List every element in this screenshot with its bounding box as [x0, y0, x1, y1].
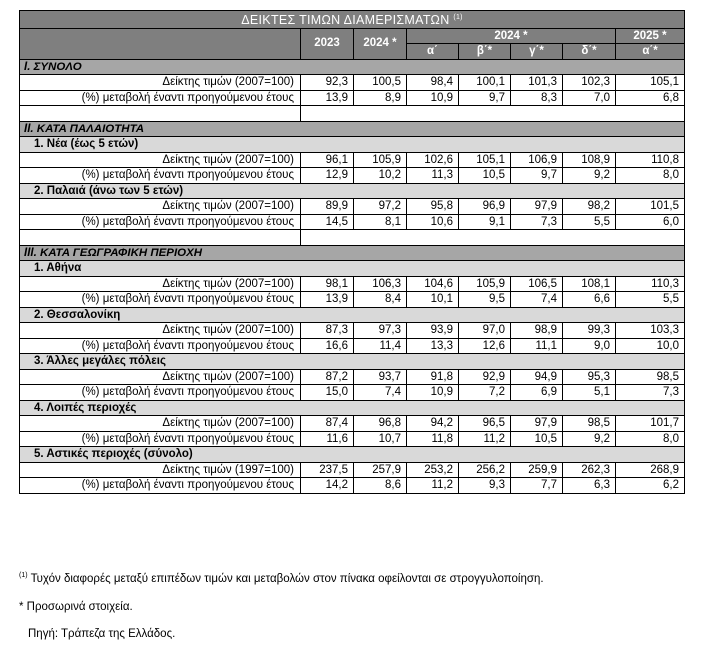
- group-title: 2. Θεσσαλονίκη: [20, 307, 685, 323]
- header-blank: [20, 28, 301, 59]
- cell-value: 253,2: [407, 462, 459, 478]
- cell-value: 10,9: [407, 385, 459, 401]
- cell-value: 7,3: [511, 214, 563, 230]
- cell-value: 97,0: [459, 323, 511, 339]
- spacer-row: [20, 106, 685, 122]
- row-label: (%) μεταβολή έναντι προηγούμενου έτους: [20, 338, 301, 354]
- cell-value: 9,5: [459, 292, 511, 308]
- cell-value: 259,9: [511, 462, 563, 478]
- table-row: [20, 152, 685, 168]
- cell-value: 10,1: [407, 292, 459, 308]
- cell-value: 108,1: [563, 276, 616, 292]
- cell-value: 97,9: [511, 199, 563, 215]
- cell-value: 13,9: [301, 90, 354, 106]
- cell-value: 96,8: [354, 416, 407, 432]
- cell-value: 11,2: [459, 431, 511, 447]
- cell-value: 100,1: [459, 75, 511, 91]
- cell-value: 108,9: [563, 152, 616, 168]
- cell-value: 95,8: [407, 199, 459, 215]
- table-row: [20, 168, 685, 184]
- cell-value: 6,2: [616, 478, 685, 494]
- cell-value: 7,2: [459, 385, 511, 401]
- cell-value: 5,5: [616, 292, 685, 308]
- cell-value: 102,3: [563, 75, 616, 91]
- group-header: [20, 183, 685, 199]
- section-header: [20, 245, 685, 261]
- cell-value: 91,8: [407, 369, 459, 385]
- cell-value: 6,8: [616, 90, 685, 106]
- cell-value: 93,7: [354, 369, 407, 385]
- cell-value: 105,9: [459, 276, 511, 292]
- cell-value: 11,4: [354, 338, 407, 354]
- cell-value: 100,5: [354, 75, 407, 91]
- cell-value: 12,9: [301, 168, 354, 184]
- cell-value: 257,9: [354, 462, 407, 478]
- header-q2-2024: β΄*: [459, 44, 511, 60]
- cell-value: 262,3: [563, 462, 616, 478]
- source-note: Πηγή: Τράπεζα της Ελλάδος.: [28, 628, 176, 640]
- table-row: [20, 338, 685, 354]
- cell-value: 8,0: [616, 168, 685, 184]
- group-title: 4. Λοιπές περιοχές: [20, 400, 685, 416]
- group-header: [20, 354, 685, 370]
- header-2023: 2023: [301, 28, 354, 59]
- section-title: II. ΚΑΤΑ ΠΑΛΑΙΟΤΗΤΑ: [20, 121, 685, 137]
- cell-value: 5,1: [563, 385, 616, 401]
- cell-value: 96,5: [459, 416, 511, 432]
- cell-value: 6,0: [616, 214, 685, 230]
- table-row: [20, 214, 685, 230]
- cell-value: 99,3: [563, 323, 616, 339]
- row-label: (%) μεταβολή έναντι προηγούμενου έτους: [20, 214, 301, 230]
- table-row: [20, 416, 685, 432]
- table-row: [20, 199, 685, 215]
- cell-value: 10,5: [511, 431, 563, 447]
- row-label: (%) μεταβολή έναντι προηγούμενου έτους: [20, 478, 301, 494]
- cell-value: 7,4: [354, 385, 407, 401]
- row-label: (%) μεταβολή έναντι προηγούμενου έτους: [20, 292, 301, 308]
- table-row: [20, 478, 685, 494]
- group-header: [20, 307, 685, 323]
- cell-value: 8,3: [511, 90, 563, 106]
- provisional-note: * Προσωρινά στοιχεία.: [19, 601, 133, 613]
- section-header: [20, 121, 685, 137]
- cell-value: 11,1: [511, 338, 563, 354]
- cell-value: 7,7: [511, 478, 563, 494]
- cell-value: 8,6: [354, 478, 407, 494]
- cell-value: 7,0: [563, 90, 616, 106]
- header-q1-2025: α΄*: [616, 44, 685, 60]
- group-title: 1. Αθήνα: [20, 261, 685, 277]
- cell-value: 106,5: [511, 276, 563, 292]
- cell-value: 106,9: [511, 152, 563, 168]
- cell-value: 10,6: [407, 214, 459, 230]
- row-label: (%) μεταβολή έναντι προηγούμενου έτους: [20, 168, 301, 184]
- cell-value: 98,5: [563, 416, 616, 432]
- cell-value: 6,9: [511, 385, 563, 401]
- cell-value: 16,6: [301, 338, 354, 354]
- cell-value: 9,2: [563, 168, 616, 184]
- cell-value: 98,4: [407, 75, 459, 91]
- cell-value: 9,0: [563, 338, 616, 354]
- table-row: [20, 431, 685, 447]
- cell-value: 105,1: [459, 152, 511, 168]
- cell-value: 8,9: [354, 90, 407, 106]
- cell-value: 98,1: [301, 276, 354, 292]
- cell-value: 103,3: [616, 323, 685, 339]
- group-title: 1. Νέα (έως 5 ετών): [20, 137, 685, 153]
- cell-value: 10,7: [354, 431, 407, 447]
- table-row: [20, 75, 685, 91]
- cell-value: 101,3: [511, 75, 563, 91]
- spacer-row: [20, 230, 685, 246]
- row-label: Δείκτης τιμών (2007=100): [20, 199, 301, 215]
- group-title: 5. Αστικές περιοχές (σύνολο): [20, 447, 685, 463]
- cell-value: 96,1: [301, 152, 354, 168]
- row-label: (%) μεταβολή έναντι προηγούμενου έτους: [20, 90, 301, 106]
- table-title-row: [20, 11, 685, 29]
- cell-value: 13,9: [301, 292, 354, 308]
- cell-value: 13,3: [407, 338, 459, 354]
- section-title: III. ΚΑΤΑ ΓΕΩΓΡΑΦΙΚΗ ΠΕΡΙΟΧΗ: [20, 245, 685, 261]
- cell-value: 94,2: [407, 416, 459, 432]
- row-label: Δείκτης τιμών (2007=100): [20, 75, 301, 91]
- cell-value: 9,2: [563, 431, 616, 447]
- cell-value: 11,8: [407, 431, 459, 447]
- cell-value: 105,9: [354, 152, 407, 168]
- cell-value: 97,2: [354, 199, 407, 215]
- cell-value: 95,3: [563, 369, 616, 385]
- cell-value: 10,5: [459, 168, 511, 184]
- cell-value: 12,6: [459, 338, 511, 354]
- cell-value: 96,9: [459, 199, 511, 215]
- cell-value: 101,7: [616, 416, 685, 432]
- cell-value: 110,3: [616, 276, 685, 292]
- cell-value: 97,9: [511, 416, 563, 432]
- footnote: $^{(1)}$ Τυχόν διαφορές μεταξύ επιπέδων τιμών και μεταβολών στον πίνακα οφείλονται σε στρογγυλοποίηση.: [19, 572, 544, 585]
- footnote-mark: (1): [19, 572, 28, 579]
- cell-value: 98,2: [563, 199, 616, 215]
- cell-value: 6,3: [563, 478, 616, 494]
- cell-value: 15,0: [301, 385, 354, 401]
- group-header: [20, 447, 685, 463]
- group-title: 2. Παλαιά (άνω των 5 ετών): [20, 183, 685, 199]
- cell-value: 110,8: [616, 152, 685, 168]
- group-header: [20, 400, 685, 416]
- cell-value: 102,6: [407, 152, 459, 168]
- cell-value: 11,2: [407, 478, 459, 494]
- cell-value: 11,6: [301, 431, 354, 447]
- cell-value: 5,5: [563, 214, 616, 230]
- cell-value: 98,9: [511, 323, 563, 339]
- group-header: [20, 261, 685, 277]
- cell-value: 104,6: [407, 276, 459, 292]
- table-row: [20, 276, 685, 292]
- cell-value: 94,9: [511, 369, 563, 385]
- cell-value: 106,3: [354, 276, 407, 292]
- section-title: I. ΣΥΝΟΛΟ: [20, 59, 685, 75]
- row-label: Δείκτης τιμών (2007=100): [20, 416, 301, 432]
- cell-value: 92,9: [459, 369, 511, 385]
- header-2024-quarters: 2024 *: [407, 28, 616, 44]
- table-row: [20, 462, 685, 478]
- row-label: (%) μεταβολή έναντι προηγούμενου έτους: [20, 431, 301, 447]
- cell-value: 87,2: [301, 369, 354, 385]
- table-row: [20, 292, 685, 308]
- cell-value: 87,4: [301, 416, 354, 432]
- header-q3-2024: γ΄*: [511, 44, 563, 60]
- row-label: Δείκτης τιμών (2007=100): [20, 152, 301, 168]
- cell-value: 89,9: [301, 199, 354, 215]
- price-index-table: [19, 10, 685, 494]
- cell-value: 87,3: [301, 323, 354, 339]
- cell-value: 9,1: [459, 214, 511, 230]
- cell-value: 11,3: [407, 168, 459, 184]
- cell-value: 10,2: [354, 168, 407, 184]
- cell-value: 6,6: [563, 292, 616, 308]
- cell-value: 8,0: [616, 431, 685, 447]
- cell-value: 93,9: [407, 323, 459, 339]
- group-title: 3. Άλλες μεγάλες πόλεις: [20, 354, 685, 370]
- header-row-1: [20, 28, 685, 44]
- group-header: [20, 137, 685, 153]
- cell-value: 10,9: [407, 90, 459, 106]
- header-q4-2024: δ΄*: [563, 44, 616, 60]
- cell-value: 105,1: [616, 75, 685, 91]
- section-header: [20, 59, 685, 75]
- cell-value: 92,3: [301, 75, 354, 91]
- table-title: ΔΕΙΚΤΕΣ ΤΙΜΩΝ ΔΙΑΜΕΡΙΣΜΑΤΩΝ $^{(1)}$: [20, 11, 685, 29]
- cell-value: 97,3: [354, 323, 407, 339]
- row-label: Δείκτης τιμών (2007=100): [20, 276, 301, 292]
- table-row: [20, 323, 685, 339]
- cell-value: 8,4: [354, 292, 407, 308]
- row-label: Δείκτης τιμών (2007=100): [20, 369, 301, 385]
- cell-value: 256,2: [459, 462, 511, 478]
- cell-value: 14,5: [301, 214, 354, 230]
- row-label: Δείκτης τιμών (1997=100): [20, 462, 301, 478]
- cell-value: 9,3: [459, 478, 511, 494]
- cell-value: 8,1: [354, 214, 407, 230]
- table-row: [20, 90, 685, 106]
- row-label: (%) μεταβολή έναντι προηγούμενου έτους: [20, 385, 301, 401]
- header-2025: 2025 *: [616, 28, 685, 44]
- cell-value: 98,5: [616, 369, 685, 385]
- table-row: [20, 385, 685, 401]
- cell-value: 268,9: [616, 462, 685, 478]
- cell-value: 9,7: [459, 90, 511, 106]
- header-2024: 2024 *: [354, 28, 407, 59]
- cell-value: 7,4: [511, 292, 563, 308]
- table-row: [20, 369, 685, 385]
- cell-value: 9,7: [511, 168, 563, 184]
- row-label: Δείκτης τιμών (2007=100): [20, 323, 301, 339]
- header-q1-2024: α΄: [407, 44, 459, 60]
- title-footnote-mark: (1): [453, 14, 463, 21]
- cell-value: 101,5: [616, 199, 685, 215]
- cell-value: 14,2: [301, 478, 354, 494]
- cell-value: 10,0: [616, 338, 685, 354]
- cell-value: 7,3: [616, 385, 685, 401]
- cell-value: 237,5: [301, 462, 354, 478]
